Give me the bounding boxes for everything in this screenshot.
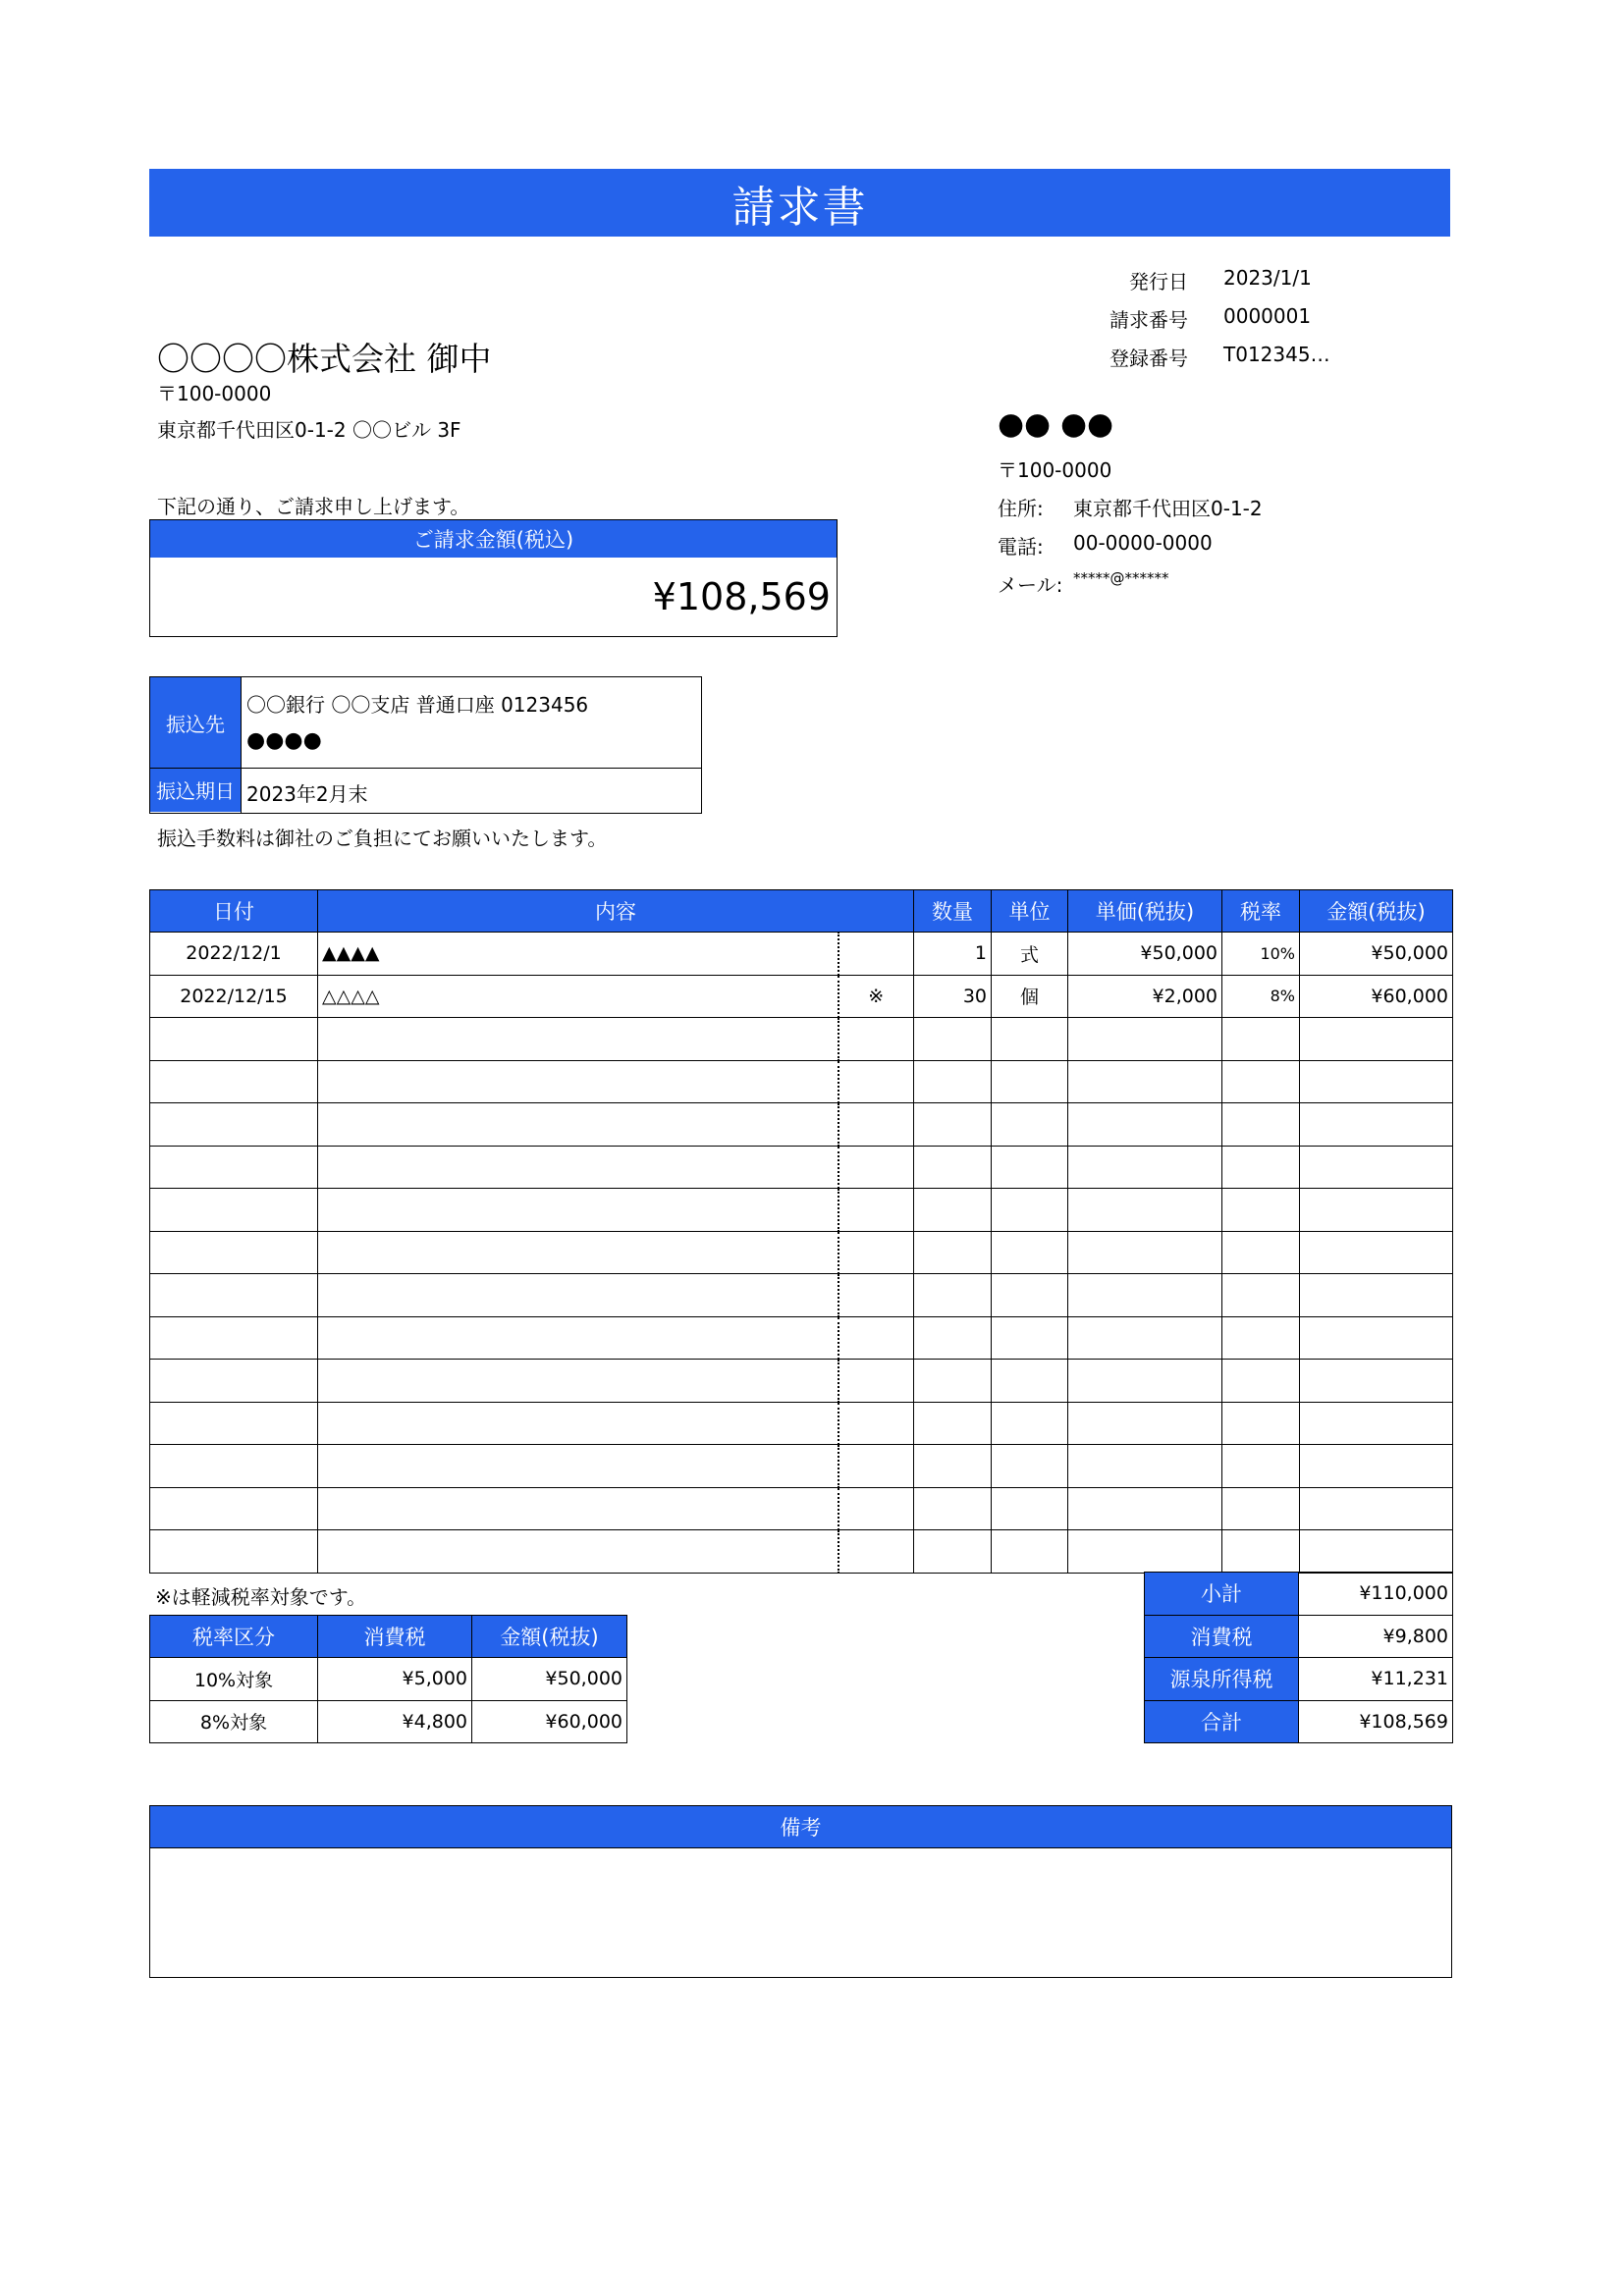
table-row <box>150 1231 1453 1274</box>
issuer-address-label: 住所: <box>998 497 1044 520</box>
header-amount: 金額(税抜) <box>1300 890 1453 933</box>
empty-cell <box>992 1060 1068 1103</box>
empty-cell <box>992 1316 1068 1360</box>
billing-amount-label: ご請求金額(税込) <box>150 520 837 558</box>
empty-cell <box>318 1146 839 1189</box>
tax-category: 10%対象 <box>150 1658 318 1701</box>
empty-cell <box>150 1402 318 1445</box>
empty-cell <box>318 1231 839 1274</box>
transfer-destination-line2: ●●●● <box>246 728 322 753</box>
empty-cell <box>1222 1060 1300 1103</box>
issuer-email-label: メール: <box>998 573 1063 597</box>
issue-date-label: 発行日 <box>1129 270 1188 294</box>
empty-cell <box>1222 1487 1300 1530</box>
item-unit-price: ¥50,000 <box>1068 933 1222 976</box>
empty-cell <box>992 1146 1068 1189</box>
empty-cell <box>150 1060 318 1103</box>
empty-cell <box>1300 1018 1453 1061</box>
header-taxable-amount: 金額(税抜) <box>472 1616 627 1658</box>
bank-transfer-box <box>149 676 702 814</box>
empty-cell <box>150 1231 318 1274</box>
empty-cell <box>1222 1018 1300 1061</box>
empty-cell <box>150 1103 318 1147</box>
empty-cell <box>992 1402 1068 1445</box>
recipient-name: 〇〇〇〇株式会社 御中 <box>157 340 492 378</box>
empty-cell <box>1068 1189 1222 1232</box>
header-tax-category: 税率区分 <box>150 1616 318 1658</box>
consumption-tax-value: ¥9,800 <box>1299 1615 1453 1658</box>
item-description: ▲▲▲▲ <box>318 933 839 976</box>
issuer-phone: 00-0000-0000 <box>1073 531 1213 555</box>
empty-cell <box>992 1360 1068 1403</box>
empty-cell <box>318 1487 839 1530</box>
empty-cell <box>1222 1231 1300 1274</box>
empty-cell <box>1300 1103 1453 1147</box>
summary-row-subtotal <box>1145 1573 1453 1616</box>
empty-cell <box>318 1445 839 1488</box>
empty-cell <box>1068 1146 1222 1189</box>
empty-cell <box>1068 1018 1222 1061</box>
table-row <box>150 1402 1453 1445</box>
empty-cell <box>150 1018 318 1061</box>
empty-cell <box>914 1316 992 1360</box>
transfer-due-label: 振込期日 <box>150 768 241 812</box>
summary-row-withholding <box>1145 1658 1453 1701</box>
empty-cell <box>839 1060 914 1103</box>
empty-cell <box>992 1487 1068 1530</box>
table-row <box>150 1274 1453 1317</box>
empty-cell <box>1222 1274 1300 1317</box>
notes-label: 備考 <box>150 1806 1451 1848</box>
subtotal-value: ¥110,000 <box>1299 1573 1453 1616</box>
table-row <box>150 1060 1453 1103</box>
empty-cell <box>992 1445 1068 1488</box>
transfer-destination-label: 振込先 <box>150 677 241 768</box>
total-value: ¥108,569 <box>1299 1700 1453 1743</box>
empty-cell <box>1222 1103 1300 1147</box>
empty-cell <box>839 1402 914 1445</box>
empty-cell <box>1300 1189 1453 1232</box>
withholding-tax-label: 源泉所得税 <box>1145 1658 1299 1701</box>
empty-cell <box>992 1189 1068 1232</box>
notes-content[interactable] <box>150 1848 1451 1976</box>
issuer-email: *****@****** <box>1073 569 1169 587</box>
empty-cell <box>1068 1316 1222 1360</box>
table-row <box>150 1700 627 1743</box>
invoice-number-value: 0000001 <box>1223 304 1312 328</box>
table-row <box>150 1445 1453 1488</box>
transfer-due-value: 2023年2月末 <box>246 782 368 806</box>
item-amount: ¥50,000 <box>1300 933 1453 976</box>
empty-cell <box>1300 1530 1453 1574</box>
issuer-phone-label: 電話: <box>998 535 1044 559</box>
table-row <box>150 1018 1453 1061</box>
header-tax-rate: 税率 <box>1222 890 1300 933</box>
item-date: 2022/12/15 <box>150 975 318 1018</box>
item-tax-rate: 10% <box>1222 933 1300 976</box>
empty-cell <box>992 1103 1068 1147</box>
empty-cell <box>1222 1360 1300 1403</box>
empty-cell <box>318 1060 839 1103</box>
item-unit: 個 <box>992 975 1068 1018</box>
invoice-number-label: 請求番号 <box>1109 308 1188 332</box>
empty-cell <box>318 1530 839 1574</box>
summary-row-total <box>1145 1700 1453 1743</box>
empty-cell <box>1300 1316 1453 1360</box>
empty-cell <box>992 1018 1068 1061</box>
empty-cell <box>914 1146 992 1189</box>
empty-cell <box>318 1274 839 1317</box>
taxable-amount: ¥60,000 <box>472 1700 627 1743</box>
empty-cell <box>914 1018 992 1061</box>
header-tax: 消費税 <box>318 1616 472 1658</box>
empty-cell <box>1222 1530 1300 1574</box>
table-row <box>150 1487 1453 1530</box>
empty-cell <box>839 1445 914 1488</box>
empty-cell <box>839 1360 914 1403</box>
tax-category: 8%対象 <box>150 1700 318 1743</box>
issuer-postal: 〒100-0000 <box>998 458 1112 482</box>
empty-cell <box>150 1360 318 1403</box>
empty-cell <box>839 1530 914 1574</box>
summary-row-tax <box>1145 1615 1453 1658</box>
tax-amount: ¥4,800 <box>318 1700 472 1743</box>
items-table <box>149 889 1453 1574</box>
empty-cell <box>914 1274 992 1317</box>
item-quantity: 30 <box>914 975 992 1018</box>
empty-cell <box>150 1487 318 1530</box>
table-row <box>150 933 1453 976</box>
issuer-address: 東京都千代田区0-1-2 <box>1073 497 1263 520</box>
empty-cell <box>839 1274 914 1317</box>
items-header-row <box>150 890 1453 933</box>
item-reduced-mark: ※ <box>839 975 914 1018</box>
empty-cell <box>150 1530 318 1574</box>
total-label: 合計 <box>1145 1700 1299 1743</box>
empty-cell <box>1300 1445 1453 1488</box>
empty-cell <box>150 1189 318 1232</box>
empty-cell <box>839 1189 914 1232</box>
table-row <box>150 1658 627 1701</box>
item-reduced-mark <box>839 933 914 976</box>
reduced-tax-note: ※は軽減税率対象です。 <box>155 1585 367 1609</box>
issue-date-value: 2023/1/1 <box>1223 266 1312 290</box>
table-row <box>150 1103 1453 1147</box>
billing-amount-value: ¥108,569 <box>652 575 831 618</box>
item-date: 2022/12/1 <box>150 933 318 976</box>
consumption-tax-label: 消費税 <box>1145 1615 1299 1658</box>
empty-cell <box>1300 1402 1453 1445</box>
empty-cell <box>1068 1530 1222 1574</box>
empty-cell <box>839 1316 914 1360</box>
empty-cell <box>914 1402 992 1445</box>
billing-amount-box <box>149 519 838 637</box>
empty-cell <box>914 1189 992 1232</box>
empty-cell <box>318 1360 839 1403</box>
empty-cell <box>318 1402 839 1445</box>
summary-table <box>1144 1572 1453 1743</box>
table-row <box>150 1530 1453 1574</box>
empty-cell <box>150 1316 318 1360</box>
empty-cell <box>150 1274 318 1317</box>
item-quantity: 1 <box>914 933 992 976</box>
empty-cell <box>839 1487 914 1530</box>
empty-cell <box>1068 1274 1222 1317</box>
empty-cell <box>914 1103 992 1147</box>
tax-amount: ¥5,000 <box>318 1658 472 1701</box>
empty-cell <box>1068 1360 1222 1403</box>
recipient-postal: 〒100-0000 <box>157 382 272 405</box>
empty-cell <box>839 1146 914 1189</box>
empty-cell <box>1300 1146 1453 1189</box>
registration-number-value: T012345… <box>1223 343 1330 366</box>
empty-cell <box>914 1360 992 1403</box>
empty-cell <box>1300 1231 1453 1274</box>
empty-cell <box>992 1530 1068 1574</box>
table-row <box>150 975 1453 1018</box>
table-row <box>150 1360 1453 1403</box>
taxable-amount: ¥50,000 <box>472 1658 627 1701</box>
empty-cell <box>1068 1402 1222 1445</box>
empty-cell <box>914 1060 992 1103</box>
empty-cell <box>1222 1402 1300 1445</box>
empty-cell <box>839 1231 914 1274</box>
empty-cell <box>839 1103 914 1147</box>
empty-cell <box>1300 1487 1453 1530</box>
notes-box <box>149 1805 1452 1978</box>
empty-cell <box>914 1445 992 1488</box>
empty-cell <box>1068 1231 1222 1274</box>
empty-cell <box>1068 1445 1222 1488</box>
header-description: 内容 <box>318 890 914 933</box>
empty-cell <box>1300 1274 1453 1317</box>
item-unit: 式 <box>992 933 1068 976</box>
table-row <box>150 1316 1453 1360</box>
header-unit-price: 単価(税抜) <box>1068 890 1222 933</box>
withholding-tax-value: ¥11,231 <box>1299 1658 1453 1701</box>
empty-cell <box>150 1146 318 1189</box>
item-description: △△△△ <box>318 975 839 1018</box>
header-quantity: 数量 <box>914 890 992 933</box>
empty-cell <box>1222 1316 1300 1360</box>
item-amount: ¥60,000 <box>1300 975 1453 1018</box>
empty-cell <box>318 1316 839 1360</box>
empty-cell <box>318 1103 839 1147</box>
empty-cell <box>318 1189 839 1232</box>
empty-cell <box>1222 1146 1300 1189</box>
empty-cell <box>992 1274 1068 1317</box>
intro-text: 下記の通り、ご請求申し上げます。 <box>157 495 470 518</box>
empty-cell <box>1300 1060 1453 1103</box>
empty-cell <box>1068 1060 1222 1103</box>
tax-breakdown-table <box>149 1615 627 1743</box>
table-row <box>150 1146 1453 1189</box>
tax-breakdown-header-row <box>150 1616 627 1658</box>
header-unit: 単位 <box>992 890 1068 933</box>
transfer-fee-note: 振込手数料は御社のご負担にてお願いいたします。 <box>157 827 608 850</box>
empty-cell <box>150 1445 318 1488</box>
empty-cell <box>1300 1360 1453 1403</box>
recipient-address: 東京都千代田区0-1-2 〇〇ビル 3F <box>157 418 461 442</box>
table-row <box>150 1189 1453 1232</box>
empty-cell <box>914 1487 992 1530</box>
transfer-destination-line1: 〇〇銀行 〇〇支店 普通口座 0123456 <box>246 693 589 717</box>
empty-cell <box>1068 1103 1222 1147</box>
empty-cell <box>1222 1189 1300 1232</box>
issuer-name: ●● ●● <box>998 406 1114 442</box>
invoice-title: 請求書 <box>149 169 1450 237</box>
registration-number-label: 登録番号 <box>1109 347 1188 370</box>
empty-cell <box>1222 1445 1300 1488</box>
empty-cell <box>1068 1487 1222 1530</box>
header-date: 日付 <box>150 890 318 933</box>
empty-cell <box>914 1530 992 1574</box>
empty-cell <box>914 1231 992 1274</box>
empty-cell <box>839 1018 914 1061</box>
item-tax-rate: 8% <box>1222 975 1300 1018</box>
empty-cell <box>992 1231 1068 1274</box>
empty-cell <box>318 1018 839 1061</box>
item-unit-price: ¥2,000 <box>1068 975 1222 1018</box>
subtotal-label: 小計 <box>1145 1573 1299 1616</box>
